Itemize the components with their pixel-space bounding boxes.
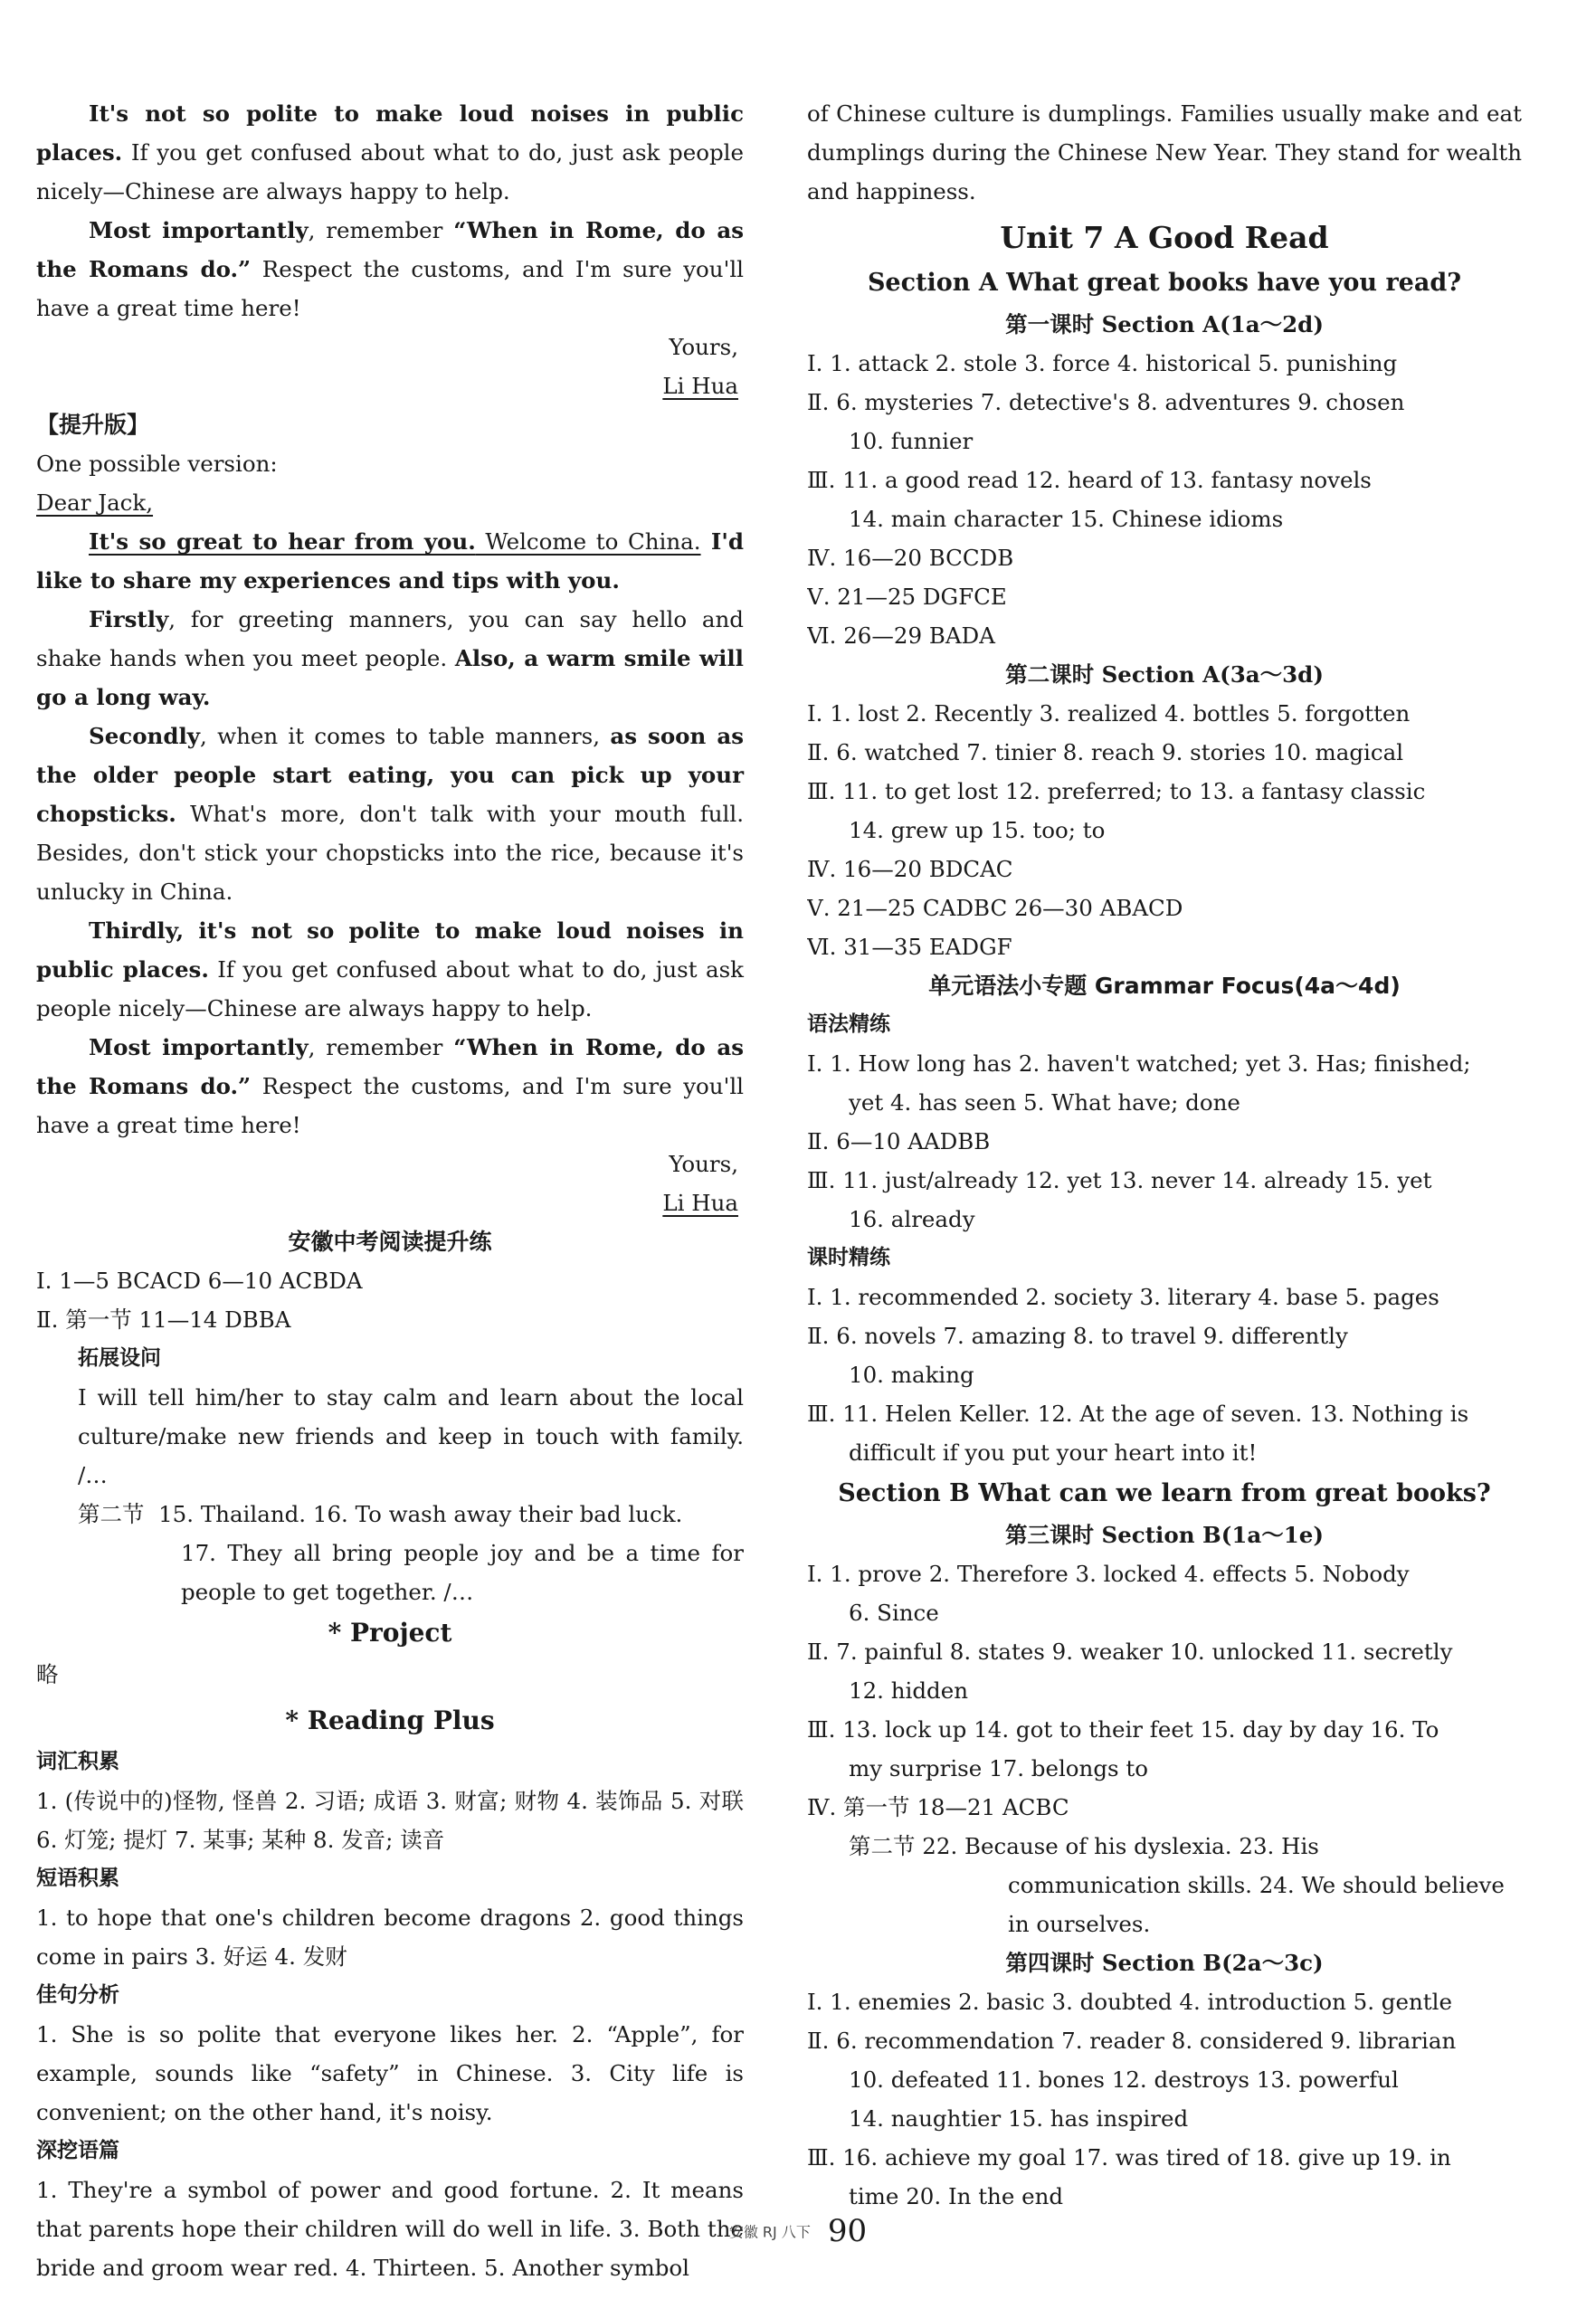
answer-paragraph: 1. to hope that one's children become dragons 2. good things come in pairs 3. 好运 4. 发财 <box>36 1905 744 1970</box>
answer-line: 第二节 15. Thailand. 16. To wash away their bad luck. <box>78 1501 683 1527</box>
answer-line: Ⅲ. 11. a good read 12. heard of 13. fantasy novels <box>807 467 1372 493</box>
lesson-3-title: 第三课时 Section B(1a～1e) <box>1005 1522 1324 1548</box>
closing-yours-2: Yours, <box>669 1151 738 1177</box>
answer-line: 16. already <box>849 1206 975 1232</box>
paragraph-intro: It's so great to hear from you. Welcome to China. I'd like to share my experiences and tips with you. <box>36 528 744 594</box>
answer-line: 10. defeated 11. bones 12. destroys 13. powerful <box>849 2066 1399 2093</box>
answer-line: Ⅰ. 1. enemies 2. basic 3. doubted 4. introduction 5. gentle <box>807 1989 1452 2015</box>
signature-name: Li Hua <box>662 373 738 399</box>
heading-reading-plus: * Reading Plus <box>285 1705 495 1735</box>
answer-line: Ⅱ. 6—10 AADBB <box>807 1128 991 1154</box>
heading-anhui-reading: 安徽中考阅读提升练 <box>288 1229 492 1255</box>
unit-title: Unit 7 A Good Read <box>1000 220 1329 255</box>
answer-line: 10. funnier <box>849 428 974 454</box>
section-a-title: Section A What great books have you read? <box>867 269 1462 297</box>
heading-jiaju: 佳句分析 <box>36 1983 119 2007</box>
answer-line: Ⅱ. 第一节 11—14 DBBA <box>36 1306 291 1333</box>
answer-line: Ⅴ. 21—25 DGFCE <box>807 584 1007 610</box>
heading-yufa: 语法精练 <box>807 1012 890 1036</box>
answer-line: Ⅲ. 11. just/already 12. yet 13. never 14. already 15. yet <box>807 1167 1432 1193</box>
page-number: 90 <box>827 2213 868 2249</box>
answer-line: Ⅳ. 16—20 BCCDB <box>807 545 1014 571</box>
answer-line: 第二节 22. Because of his dyslexia. 23. His <box>849 1833 1319 1859</box>
paragraph-continued: of Chinese culture is dumplings. Families usually make and eat dumplings during the Chinese New Year. They stand for wealth and happiness. <box>807 100 1522 204</box>
answer-paragraph: 17. They all bring people joy and be a time for people to get together. /… <box>181 1540 744 1605</box>
lesson-1-title: 第一课时 Section A(1a～2d) <box>1005 311 1324 337</box>
answer-line: in ourselves. <box>1008 1911 1151 1937</box>
answer-line: yet 4. has seen 5. What have; done <box>849 1089 1240 1116</box>
heading-tuozhan: 拓展设问 <box>78 1346 161 1370</box>
answer-line: Ⅳ. 16—20 BDCAC <box>807 856 1013 882</box>
answer-paragraph: I will tell him/her to stay calm and learn about the local culture/make new friends and keep in touch with family. /… <box>78 1384 744 1488</box>
heading-duanyu: 短语积累 <box>36 1867 119 1890</box>
answer-line: 6. Since <box>849 1600 939 1626</box>
answer-line: communication skills. 24. We should believe <box>1008 1872 1505 1898</box>
answer-line: my surprise 17. belongs to <box>849 1755 1148 1781</box>
lesson-4-title: 第四课时 Section B(2a～3c) <box>1005 1950 1324 1976</box>
answer-line: Ⅲ. 11. to get lost 12. preferred; to 13. a fantasy classic <box>807 778 1426 804</box>
answer-line: Ⅰ. 1. How long has 2. haven't watched; yet 3. Has; finished; <box>807 1050 1471 1077</box>
paragraph-most-importantly: Most importantly, remember “When in Rome, do as the Romans do.” Respect the customs, and I'm sure you'll have a great time here! <box>36 217 745 321</box>
closing-yours: Yours, <box>669 334 738 360</box>
heading-tisheng: 【提升版】 <box>36 412 150 438</box>
heading-project: * Project <box>328 1618 452 1648</box>
paragraph-secondly: Secondly, when it comes to table manners, as soon as the older people start eating, you can pick up your chopsticks. What's more, don't talk with your mouth full. Besides, don't stick your chopsticks into the rice, because it's unlucky in China. <box>36 723 745 905</box>
answer-line: Ⅱ. 6. mysteries 7. detective's 8. adventures 9. chosen <box>807 389 1405 415</box>
answer-line: Ⅵ. 26—29 BADA <box>807 622 995 649</box>
answer-line: Ⅰ. 1. lost 2. Recently 3. realized 4. bottles 5. forgotten <box>807 700 1411 727</box>
left-column <box>36 94 744 2287</box>
answer-line: 14. naughtier 15. has inspired <box>849 2105 1189 2132</box>
lesson-2-title: 第二课时 Section A(3a～3d) <box>1005 661 1324 688</box>
heading-keshi: 课时精练 <box>807 1246 890 1269</box>
answer-paragraph: 1. (传说中的)怪物, 怪兽 2. 习语; 成语 3. 财富; 财物 4. 装饰品 5. 对联 6. 灯笼; 提灯 7. 某事; 某种 8. 发音; 读音 <box>36 1788 744 1853</box>
answer-paragraph: 1. They're a symbol of power and good fortune. 2. It means that parents hope their children will do well in life. 3. Both the bride and groom wear red. 4. Thirteen. 5. Another symbol <box>36 2177 744 2281</box>
answer-line: 12. hidden <box>849 1677 969 1704</box>
paragraph-thirdly: Thirdly, it's not so polite to make loud noises in public places. If you get confused about what to do, just ask people nicely—Chinese are always happy to help. <box>36 917 744 1021</box>
answer-line: 14. grew up 15. too; to <box>849 817 1106 843</box>
answer-line: Ⅵ. 31—35 EADGF <box>807 934 1012 960</box>
answer-line: Ⅲ. 11. Helen Keller. 12. At the age of seven. 13. Nothing is <box>807 1401 1469 1427</box>
section-b-title: Section B What can we learn from great books? <box>838 1479 1491 1507</box>
omitted-mark: 略 <box>36 1661 59 1687</box>
answer-line: Ⅱ. 6. watched 7. tinier 8. reach 9. stories 10. magical <box>807 739 1404 765</box>
answer-line: Ⅰ. 1. attack 2. stole 3. force 4. historical 5. punishing <box>807 350 1398 376</box>
answer-line: Ⅲ. 13. lock up 14. got to their feet 15. day by day 16. To <box>807 1716 1439 1743</box>
answer-line: Ⅰ. 1—5 BCACD 6—10 ACBDA <box>36 1268 363 1294</box>
right-column <box>807 94 1522 2216</box>
answer-line: Ⅲ. 16. achieve my goal 17. was tired of 18. give up 19. in <box>807 2144 1451 2171</box>
answer-line: Ⅰ. 1. prove 2. Therefore 3. locked 4. effects 5. Nobody <box>807 1561 1410 1587</box>
answer-line: 14. main character 15. Chinese idioms <box>849 506 1284 532</box>
answer-line: 10. making <box>849 1362 974 1388</box>
paragraph-firstly: Firstly, for greeting manners, you can say hello and shake hands when you meet people. Also, a warm smile will go a long way. <box>36 606 744 710</box>
answer-line: time 20. In the end <box>849 2183 1064 2209</box>
heading-shenwa: 深挖语篇 <box>36 2139 119 2162</box>
answer-line: Ⅰ. 1. recommended 2. society 3. literary 4. base 5. pages <box>807 1284 1439 1310</box>
paragraph-loud-noises: It's not so polite to make loud noises in public places. If you get confused about what to do, just ask people nicely—Chinese are always happy to help. <box>36 100 744 204</box>
answer-paragraph: 1. She is so polite that everyone likes her. 2. “Apple”, for example, sounds like “safety” in Chinese. 3. City life is convenient; on the other hand, it's noisy. <box>36 2021 744 2125</box>
paragraph-most-importantly-2: Most importantly, remember “When in Rome, do as the Romans do.” Respect the customs, and I'm sure you'll have a great time here! <box>36 1034 745 1138</box>
answer-line: difficult if you put your heart into it! <box>849 1439 1258 1466</box>
salutation: Dear Jack, <box>36 489 154 516</box>
heading-cihui: 词汇积累 <box>36 1750 119 1773</box>
signature-name-2: Li Hua <box>662 1190 738 1216</box>
page-footer <box>0 2213 1596 2249</box>
possible-version-label: One possible version: <box>36 451 278 477</box>
grammar-focus-title: 单元语法小专题 Grammar Focus(4a～4d) <box>928 973 1401 999</box>
answer-line: Ⅱ. 6. novels 7. amazing 8. to travel 9. differently <box>807 1323 1348 1349</box>
answer-line: Ⅴ. 21—25 CADBC 26—30 ABACD <box>807 895 1183 921</box>
answer-line: Ⅳ. 第一节 18—21 ACBC <box>807 1794 1069 1820</box>
answer-line: Ⅱ. 6. recommendation 7. reader 8. considered 9. librarian <box>807 2028 1457 2054</box>
publisher-label: 安徽 RJ 八下 <box>728 2223 811 2241</box>
answer-line: Ⅱ. 7. painful 8. states 9. weaker 10. unlocked 11. secretly <box>807 1639 1453 1665</box>
